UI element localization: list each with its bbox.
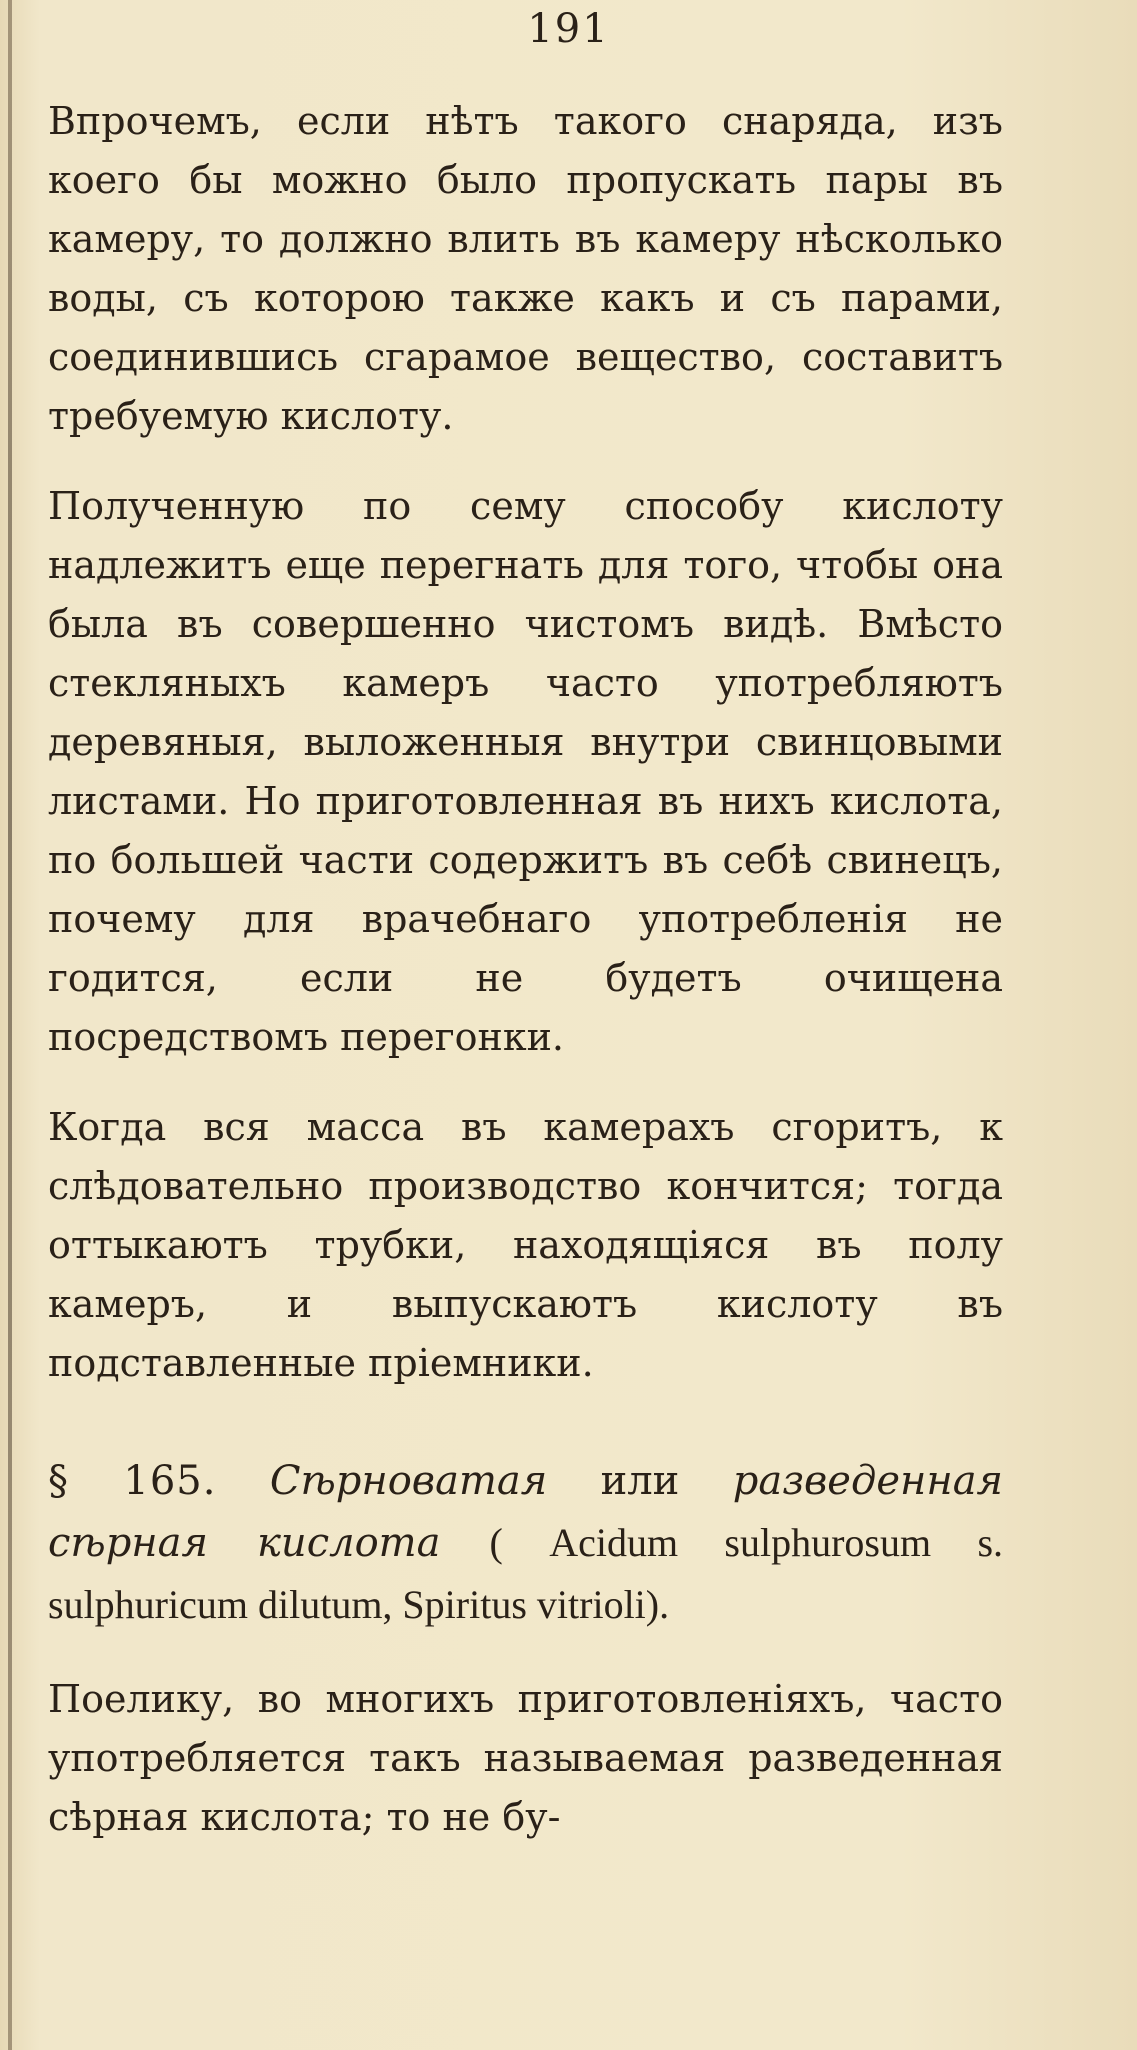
paragraph-1: Впрочемъ, если нѣтъ такого снаряда, изъ коего бы можно было пропускать пары въ камеру, то должно влить въ камеру нѣсколько воды, съ которою также какъ и съ парами, соединившись сгарамое вещество, составитъ требуемую кислоту. xyxy=(48,99,1003,438)
page-number: 191 xyxy=(527,6,610,52)
section-number: § 165. xyxy=(48,1458,217,1504)
section-title-connector: или xyxy=(600,1458,680,1504)
section-title-part-1: Сѣрноватая xyxy=(269,1458,548,1504)
page-body xyxy=(48,92,1003,1878)
paragraph-2: Полученную по сему способу кислоту надлежитъ еще перегнать для того, чтобы она была въ совершенно чистомъ видѣ. Вмѣсто стекляныхъ камеръ часто употребляютъ деревяныя, выложенныя внутри свинцовыми листами. Но приготовленная въ нихъ кислота, по большей части содержитъ въ себѣ свинецъ, почему для врачебнаго употребленія не годится, если не будетъ очищена посредствомъ перегонки. xyxy=(48,484,1003,1059)
section-title-part-2: разведенная сѣрная кислота xyxy=(48,1458,1004,1566)
section-heading xyxy=(48,1451,1003,1636)
page-spine-shadow xyxy=(8,0,12,2050)
section-latin-name: ( Acidum sulphurosum s. sulphuricum dilutum, Spiritus vitrioli). xyxy=(48,1520,1004,1627)
paragraph-3: Когда вся масса въ камерахъ сгоритъ, к слѣдовательно производство кончится; тогда оттыкаютъ трубки, находящіяся въ полу камеръ, и выпускаютъ кислоту въ подставленные пріемники. xyxy=(48,1105,1003,1385)
paragraph-4: Поелику, во многихъ приготовленіяхъ, часто употребляется такъ называемая разведенная сѣрная кислота; то не бу- xyxy=(48,1677,1003,1839)
